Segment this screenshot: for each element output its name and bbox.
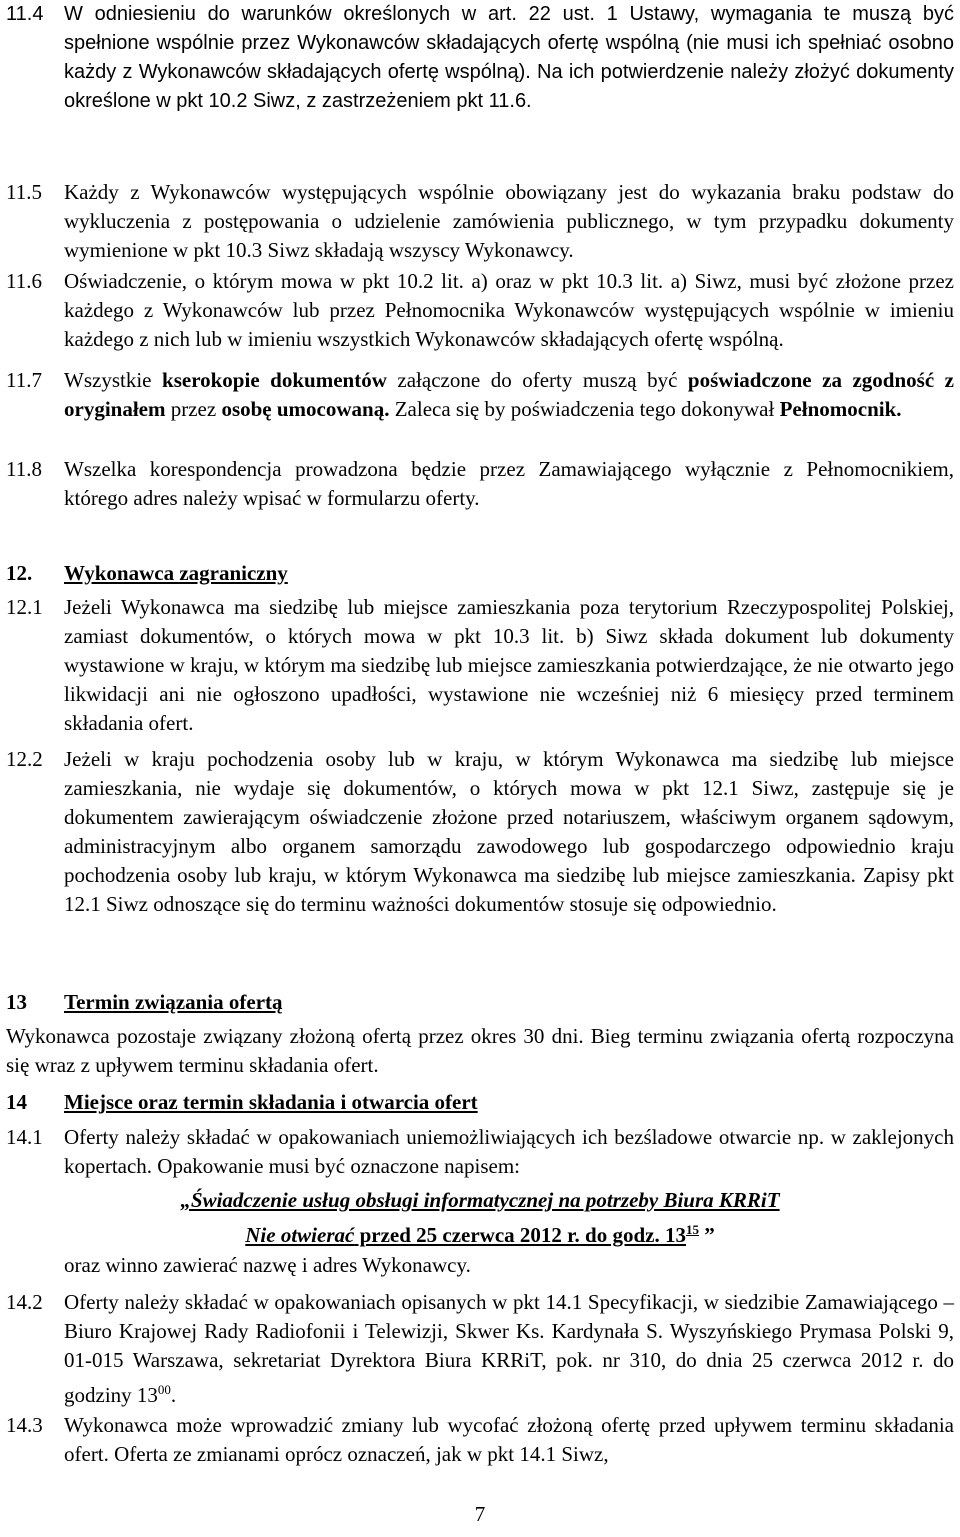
section-title: Wykonawca zagraniczny <box>64 561 288 585</box>
paragraph-number: 11.6 <box>6 269 42 293</box>
section-number: 13 <box>6 990 27 1014</box>
envelope-label-line-1: „Świadczenie usług obsługi informatycznej na potrzeby Biura KRRiT <box>180 1188 780 1212</box>
paragraph-14-1 <box>6 1123 954 1181</box>
envelope-label <box>0 1186 960 1250</box>
paragraph-number: 11.7 <box>6 368 42 392</box>
section-title: Termin związania ofertą <box>64 990 283 1014</box>
paragraph-14-1-continued: oraz winno zawierać nazwę i adres Wykonawcy. <box>64 1253 471 1277</box>
paragraph-text: Oferty należy składać w opakowaniach opisanych w pkt 14.1 Specyfikacji, w siedzibie Zamawiającego – Biuro Krajowej Rady Radiofonii i Telewizji, Skwer Ks. Kardynała S. Wyszyńskiego Prymasa Polski 9, 01-015 Warszawa, sekretariat Dyrektora Biura KRRiT, pok. nr 310, do dnia 25 czerwca 2012 r. do godziny $13^{00}$. <box>64 1290 954 1407</box>
paragraph-text: Jeżeli w kraju pochodzenia osoby lub w kraju, w którym Wykonawca ma siedzibę lub miejsce zamieszkania, nie wydaje się dokumentów, o których mowa w pkt 12.1 Siwz, zastępuje się je dokumentem zawierającym oświadczenie złożone przed notariuszem, właściwym organem sądowym, administracyjnym albo organem samorządu zawodowego lub gospodarczego odpowiednio kraju pochodzenia osoby lub kraju, w którym Wykonawca ma siedzibę lub miejsce zamieszkania. Zapisy pkt 12.1 Siwz odnoszące się do terminu ważności dokumentów stosuje się odpowiednio. <box>64 747 954 916</box>
paragraph-number: 12.2 <box>6 747 43 771</box>
paragraph-11-4 <box>6 0 954 116</box>
section-number: 14 <box>6 1090 27 1114</box>
section-heading-13 <box>6 988 283 1017</box>
paragraph-text: Każdy z Wykonawców występujących wspólnie obowiązany jest do wykazania braku podstaw do wykluczenia z postępowania o udzielenie zamówienia publicznego, w tym przypadku dokumenty wymienione w pkt 10.3 Siwz składają wszyscy Wykonawcy. <box>64 180 954 262</box>
paragraph-text: Wszelka korespondencja prowadzona będzie przez Zamawiającego wyłącznie z Pełnomocnikiem, którego adres należy wpisać w formularzu oferty. <box>64 457 954 510</box>
paragraph-text: Wykonawca może wprowadzić zmiany lub wycofać złożoną ofertę przed upływem terminu składania ofert. Oferta ze zmianami oprócz oznaczeń, jak w pkt 14.1 Siwz, <box>64 1413 954 1466</box>
paragraph-14-2 <box>6 1288 954 1410</box>
paragraph-number: 14.2 <box>6 1290 43 1314</box>
paragraph-12-1 <box>6 593 954 738</box>
envelope-label-line-2: Nie otwierać przed 25 czerwca 2012 r. do godz. $13^{15}$ ” <box>245 1222 715 1247</box>
section-title: Miejsce oraz termin składania i otwarcia ofert <box>64 1090 478 1114</box>
page-number: 7 <box>474 1502 486 1526</box>
paragraph-12-2 <box>6 745 954 919</box>
paragraph-number: 11.8 <box>6 457 42 481</box>
paragraph-number: 12.1 <box>6 595 43 619</box>
paragraph-number: 11.5 <box>6 180 42 204</box>
section-heading-14 <box>6 1088 478 1117</box>
paragraph-text: Wszystkie kserokopie dokumentów załączone do oferty muszą być poświadczone za zgodność z oryginałem przez osobę umocowaną. Zaleca się by poświadczenia tego dokonywał Pełnomocnik. <box>64 368 954 421</box>
paragraph-11-5 <box>6 178 954 265</box>
paragraph-text: Oferty należy składać w opakowaniach uniemożliwiających ich bezśladowe otwarcie np. w zaklejonych kopertach. Opakowanie musi być oznaczone napisem: <box>64 1125 954 1178</box>
paragraph-14-3 <box>6 1411 954 1469</box>
section-number: 12. <box>6 561 33 585</box>
paragraph-text: Jeżeli Wykonawca ma siedzibę lub miejsce zamieszkania poza terytorium Rzeczypospolitej Polskiej, zamiast dokumentów, o których mowa w pkt 10.3 lit. b) Siwz składa dokument lub dokumenty wystawione w kraju, w którym ma siedzibę lub miejsce zamieszkania potwierdzające, że nie otwarto jego likwidacji ani nie ogłoszono upadłości, wystawione nie wcześniej niż 6 miesięcy przed terminem składania ofert. <box>64 595 954 735</box>
paragraph-11-8 <box>6 455 954 513</box>
paragraph-11-6 <box>6 267 954 354</box>
section-heading-12 <box>6 559 288 588</box>
paragraph-number: 14.1 <box>6 1125 43 1149</box>
paragraph-11-7 <box>6 366 954 424</box>
paragraph-13: Wykonawca pozostaje związany złożoną ofertą przez okres 30 dni. Bieg terminu związania ofertą rozpoczyna się wraz z upływem terminu składania ofert. <box>6 1024 954 1077</box>
paragraph-number: 11.4 <box>6 3 44 25</box>
paragraph-number: 14.3 <box>6 1413 43 1437</box>
paragraph-text: Oświadczenie, o którym mowa w pkt 10.2 lit. a) oraz w pkt 10.3 lit. a) Siwz, musi być złożone przez każdego z Wykonawców lub przez Pełnomocnika Wykonawców występujących wspólnie w imieniu każdego z nich lub w imieniu wszystkich Wykonawców składających ofertę wspólną. <box>64 269 954 351</box>
paragraph-text: W odniesieniu do warunków określonych w art. 22 ust. 1 Ustawy, wymagania te muszą być spełnione wspólnie przez Wykonawców składających ofertę wspólną (nie musi ich spełniać osobno każdy z Wykonawców składających ofertę wspólną). Na ich potwierdzenie należy złożyć dokumenty określone w pkt 10.2 Siwz, z zastrzeżeniem pkt 11.6. <box>64 3 954 112</box>
